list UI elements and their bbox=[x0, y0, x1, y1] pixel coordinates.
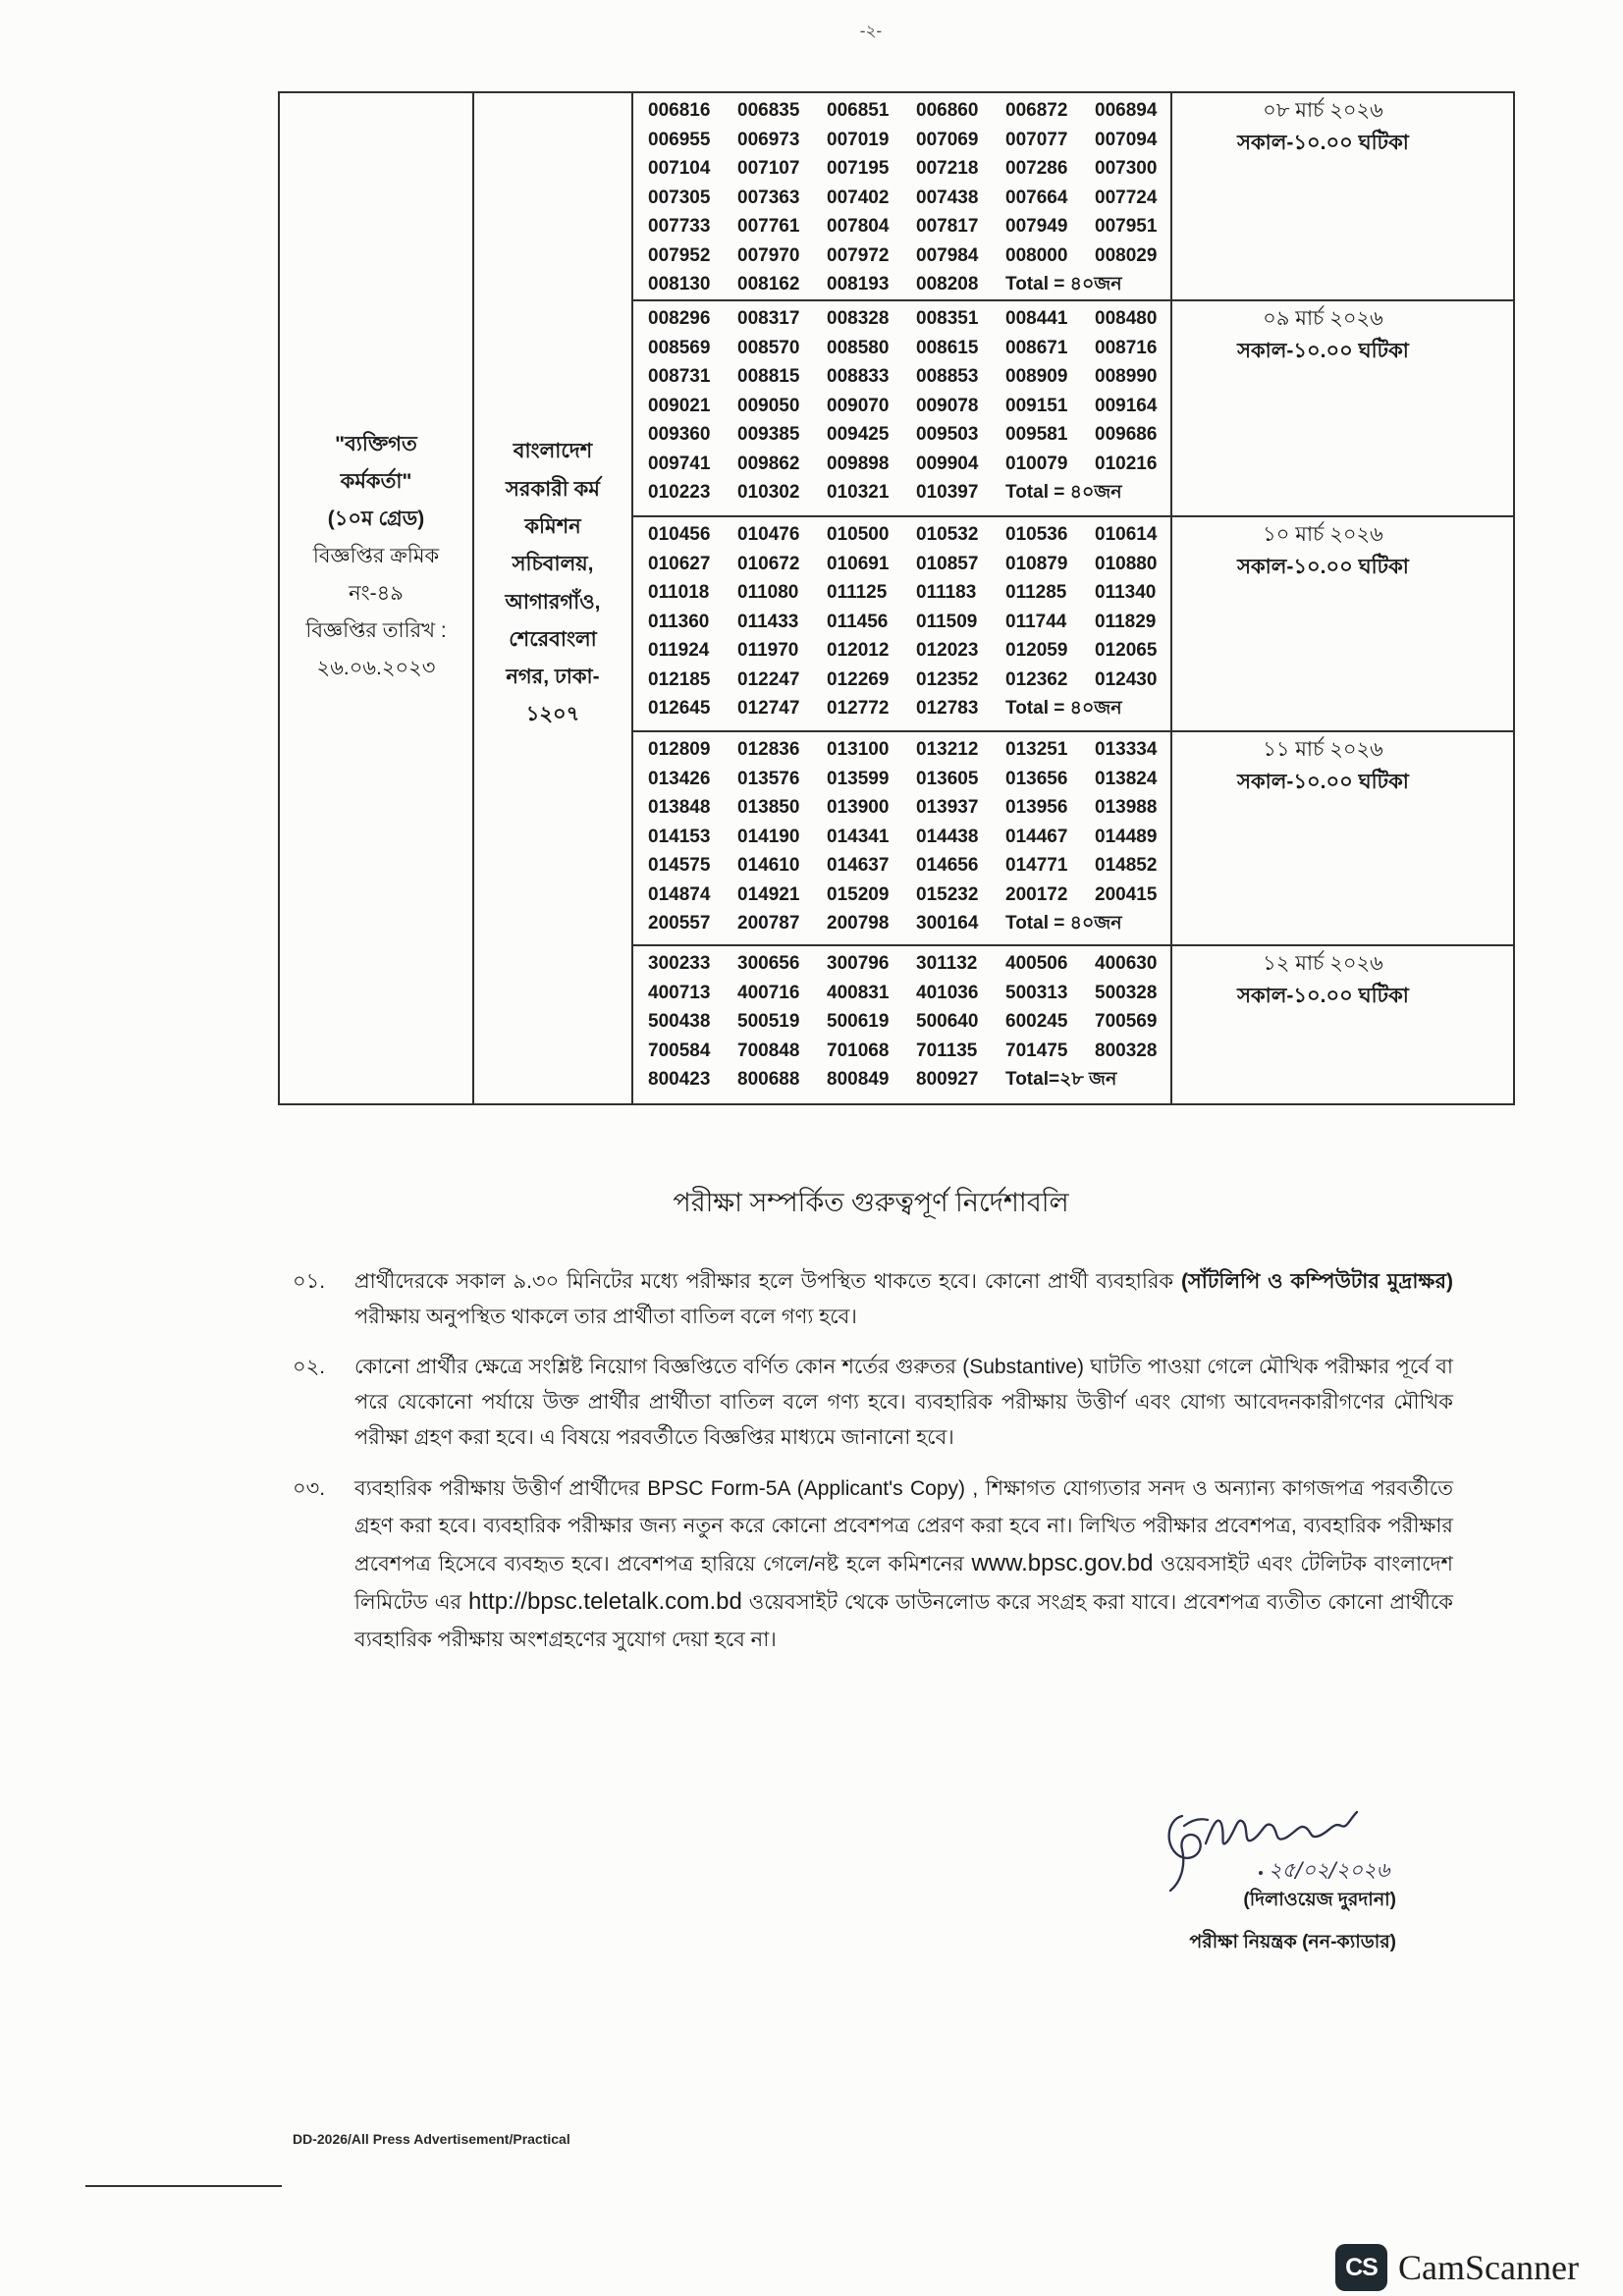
roll-number: 010857 bbox=[916, 553, 979, 574]
exam-time: সকাল-১০.০০ ঘটিকা bbox=[1237, 556, 1409, 578]
instruction-text-part: ব্যবহারিক পরীক্ষায় উত্তীর্ণ প্রার্থীদের bbox=[354, 1477, 648, 1500]
roll-number: 013824 bbox=[1095, 768, 1158, 789]
roll-number: 010223 bbox=[648, 482, 711, 503]
roll-number: 009078 bbox=[916, 395, 979, 416]
roll-number: 300656 bbox=[737, 953, 800, 974]
camscanner-logo-icon: CS bbox=[1335, 2244, 1387, 2291]
roll-number: 010500 bbox=[827, 524, 890, 545]
roll-number: 701068 bbox=[827, 1040, 890, 1061]
roll-number: 400831 bbox=[827, 982, 890, 1003]
roll-number: 006894 bbox=[1095, 100, 1158, 121]
roll-number: 011924 bbox=[648, 640, 710, 661]
instruction-number: ০৩. bbox=[293, 1477, 326, 1500]
venue-line: আগারগাঁও, bbox=[505, 590, 601, 614]
venue-line: ১২০৭ bbox=[525, 703, 580, 726]
roll-number: 200415 bbox=[1095, 883, 1158, 905]
roll-number: 010691 bbox=[827, 553, 890, 574]
schedule-cell bbox=[1171, 92, 1514, 300]
roll-number: 014190 bbox=[737, 826, 800, 847]
venue-line: সচিবালয়, bbox=[512, 553, 594, 576]
roll-number: 008580 bbox=[827, 337, 890, 358]
roll-number: 011744 bbox=[1005, 611, 1067, 632]
roll-number: 010614 bbox=[1095, 524, 1158, 545]
roll-number: 012023 bbox=[916, 640, 979, 661]
roll-number: 014575 bbox=[648, 855, 711, 876]
exam-schedule-table bbox=[278, 91, 1515, 1105]
roll-number: 008328 bbox=[827, 308, 890, 329]
roll-number: 006955 bbox=[648, 129, 711, 150]
post-title-line: কর্মকর্তা" bbox=[340, 469, 412, 493]
roll-number: 012269 bbox=[827, 668, 890, 690]
signatory-name: (দিলাওয়েজ দুরদানা) bbox=[1243, 1890, 1396, 1910]
roll-number: 800927 bbox=[916, 1069, 979, 1090]
post-grade: (১০ম গ্রেড) bbox=[327, 507, 425, 530]
post-title-line: "ব্যক্তিগত bbox=[335, 432, 417, 455]
exam-time: সকাল-১০.০০ ঘটিকা bbox=[1237, 771, 1409, 793]
roll-number: 010456 bbox=[648, 524, 711, 545]
schedule-cell bbox=[1171, 731, 1514, 945]
schedule-cell bbox=[1171, 300, 1514, 516]
exam-date: ১২ মার্চ ২০২৬ bbox=[1263, 952, 1383, 975]
roll-grid bbox=[648, 520, 1170, 723]
roll-number: 014467 bbox=[1005, 826, 1068, 847]
roll-number: 500619 bbox=[827, 1011, 890, 1032]
roll-number: 500328 bbox=[1095, 982, 1158, 1003]
roll-number: 013988 bbox=[1095, 797, 1158, 818]
roll-number: 010302 bbox=[737, 482, 800, 503]
exam-date: ১১ মার্চ ২০২৬ bbox=[1263, 738, 1383, 761]
roll-number: 401036 bbox=[916, 982, 979, 1003]
roll-number: 009021 bbox=[648, 395, 711, 416]
roll-number: 400713 bbox=[648, 982, 711, 1003]
roll-number: 400716 bbox=[737, 982, 800, 1003]
roll-number: 010627 bbox=[648, 553, 711, 574]
roll-number: 012247 bbox=[737, 668, 800, 690]
roll-group-cell bbox=[632, 300, 1171, 516]
roll-number: 300164 bbox=[916, 913, 979, 934]
roll-number: 011080 bbox=[737, 582, 799, 603]
roll-number: 007724 bbox=[1095, 187, 1158, 208]
roll-number: 007286 bbox=[1005, 158, 1068, 179]
roll-number: 200798 bbox=[827, 913, 890, 934]
roll-number: 010476 bbox=[737, 524, 800, 545]
roll-number: 015209 bbox=[827, 883, 890, 905]
roll-number: 007804 bbox=[827, 216, 890, 237]
roll-number: 014852 bbox=[1095, 855, 1158, 876]
instruction-item bbox=[293, 1264, 1453, 1335]
instruction-text bbox=[354, 1264, 1453, 1335]
roll-number: 013212 bbox=[916, 739, 979, 760]
roll-number: 008193 bbox=[827, 274, 890, 294]
roll-number: 013900 bbox=[827, 797, 890, 818]
roll-number: 008480 bbox=[1095, 308, 1158, 329]
instructions-list bbox=[293, 1264, 1453, 1674]
instruction-number: ০১. bbox=[293, 1270, 326, 1293]
roll-number: 014341 bbox=[827, 826, 890, 847]
roll-number: 009686 bbox=[1095, 424, 1158, 445]
roll-number: 007972 bbox=[827, 244, 890, 266]
roll-number: 009581 bbox=[1005, 424, 1068, 445]
roll-number: 014637 bbox=[827, 855, 890, 876]
roll-number: 007104 bbox=[648, 158, 711, 179]
roll-number: 013334 bbox=[1095, 739, 1158, 760]
roll-number: 010216 bbox=[1095, 453, 1158, 474]
roll-number: 007363 bbox=[737, 187, 800, 208]
roll-number: 014921 bbox=[737, 883, 800, 905]
venue-line: নগর, ঢাকা- bbox=[506, 666, 600, 689]
roll-number: 009904 bbox=[916, 453, 979, 474]
roll-number: 800688 bbox=[737, 1069, 800, 1090]
roll-number: 011829 bbox=[1095, 611, 1157, 632]
roll-number: 008671 bbox=[1005, 337, 1068, 358]
roll-number: 006851 bbox=[827, 100, 890, 121]
roll-number: 012645 bbox=[648, 698, 711, 719]
roll-number: 012065 bbox=[1095, 640, 1158, 661]
circular-serial-label: বিজ্ঞপ্তির ক্রমিক bbox=[312, 544, 440, 567]
roll-number: 008570 bbox=[737, 337, 800, 358]
roll-number: 200172 bbox=[1005, 883, 1068, 905]
group-total: Total = ৪০জন bbox=[1005, 913, 1122, 934]
roll-number: 012185 bbox=[648, 668, 711, 690]
roll-number: 013956 bbox=[1005, 797, 1068, 818]
roll-number: 011125 bbox=[827, 582, 888, 603]
instruction-text-part: , শিক্ষাগত যোগ্যতার সনদ ও অন্যান্য কাগজপত্র পরবর্তীতে গ্রহণ করা হবে। ব্যবহারিক পরীক্ষার জন্য নতুন করে কোনো প্রবেশপত্র প্রেরণ করা হবে না। লিখিত পরীক্ষার প্রবেশপত্র, ব্যবহারিক পরীক্ষার প্রবেশপত্র হিসেবে ব্যবহৃত হবে। প্রবেশপত্র হারিয়ে গেলে/নষ্ট হলে কমিশনের bbox=[354, 1477, 1453, 1575]
roll-number: 007069 bbox=[916, 129, 979, 150]
roll-number: 500519 bbox=[737, 1011, 800, 1032]
roll-number: 007094 bbox=[1095, 129, 1158, 150]
roll-number: 008130 bbox=[648, 274, 711, 294]
roll-number: 012772 bbox=[827, 698, 890, 719]
instructions-heading: পরীক্ষা সম্পর্কিত গুরুত্বপূর্ণ নির্দেশাবলি bbox=[673, 1188, 1069, 1217]
exam-time: সকাল-১০.০০ ঘটিকা bbox=[1237, 985, 1409, 1007]
roll-number: 300796 bbox=[827, 953, 890, 974]
roll-number: 400506 bbox=[1005, 953, 1068, 974]
roll-number: 014771 bbox=[1005, 855, 1068, 876]
roll-number: 011970 bbox=[737, 640, 799, 661]
roll-number: 008162 bbox=[737, 274, 800, 294]
roll-number: 007951 bbox=[1095, 216, 1158, 237]
roll-number: 008716 bbox=[1095, 337, 1158, 358]
roll-number: 009050 bbox=[737, 395, 800, 416]
roll-number: 008441 bbox=[1005, 308, 1068, 329]
roll-number: 007733 bbox=[648, 216, 711, 237]
roll-number: 007218 bbox=[916, 158, 979, 179]
roll-group-cell bbox=[632, 945, 1171, 1104]
roll-number: 012747 bbox=[737, 698, 800, 719]
roll-number: 013576 bbox=[737, 768, 800, 789]
roll-grid bbox=[648, 304, 1170, 507]
roll-number: 700584 bbox=[648, 1040, 711, 1061]
roll-number: 010079 bbox=[1005, 453, 1068, 474]
group-total: Total = ৪০জন bbox=[1005, 698, 1122, 719]
group-total: Total = ৪০জন bbox=[1005, 482, 1122, 503]
roll-number: 011018 bbox=[648, 582, 710, 603]
roll-grid bbox=[648, 949, 1170, 1095]
roll-number: 014153 bbox=[648, 826, 711, 847]
roll-number: 013426 bbox=[648, 768, 711, 789]
roll-number: 008815 bbox=[737, 366, 800, 387]
roll-number: 300233 bbox=[648, 953, 711, 974]
roll-number: 009360 bbox=[648, 424, 711, 445]
footer-reference: DD-2026/All Press Advertisement/Practical bbox=[293, 2131, 570, 2147]
roll-number: 800423 bbox=[648, 1069, 711, 1090]
roll-number: 008029 bbox=[1095, 244, 1158, 266]
roll-number: 013656 bbox=[1005, 768, 1068, 789]
roll-number: 009385 bbox=[737, 424, 800, 445]
roll-number: 008731 bbox=[648, 366, 711, 387]
signatory-title: পরীক্ষা নিয়ন্ত্রক (নন-ক্যাডার) bbox=[1189, 1932, 1396, 1952]
roll-number: 009151 bbox=[1005, 395, 1068, 416]
roll-number: 007984 bbox=[916, 244, 979, 266]
roll-number: 008833 bbox=[827, 366, 890, 387]
instruction-text-part: প্রার্থীদেরকে সকাল ৯.৩০ মিনিটের মধ্যে পরীক্ষার হলে উপস্থিত থাকতে হবে। কোনো প্রার্থী ব্যবহারিক bbox=[354, 1270, 1181, 1293]
roll-number: 008317 bbox=[737, 308, 800, 329]
roll-number: 011360 bbox=[648, 611, 710, 632]
roll-number: 009070 bbox=[827, 395, 890, 416]
roll-number: 006973 bbox=[737, 129, 800, 150]
roll-number: 013100 bbox=[827, 739, 890, 760]
circular-serial-number: নং-৪৯ bbox=[349, 581, 404, 605]
roll-number: 012352 bbox=[916, 668, 979, 690]
roll-number: 013605 bbox=[916, 768, 979, 789]
exam-time: সকাল-১০.০০ ঘটিকা bbox=[1237, 340, 1409, 362]
roll-number: 007817 bbox=[916, 216, 979, 237]
roll-number: 011285 bbox=[1005, 582, 1067, 603]
roll-number: 500640 bbox=[916, 1011, 979, 1032]
roll-number: 400630 bbox=[1095, 953, 1158, 974]
venue-line: বাংলাদেশ bbox=[513, 440, 593, 463]
roll-number: 008208 bbox=[916, 274, 979, 294]
handwritten-signature bbox=[1157, 1798, 1412, 1896]
roll-number: 009741 bbox=[648, 453, 711, 474]
group-total: Total=২৮ জন bbox=[1005, 1069, 1117, 1090]
roll-group-cell bbox=[632, 516, 1171, 731]
roll-number: 200787 bbox=[737, 913, 800, 934]
exam-date: ০৯ মার্চ ২০২৬ bbox=[1263, 307, 1383, 330]
roll-number: 007664 bbox=[1005, 187, 1068, 208]
roll-number: 008000 bbox=[1005, 244, 1068, 266]
group-total: Total = ৪০জন bbox=[1005, 274, 1122, 294]
roll-number: 007019 bbox=[827, 129, 890, 150]
bpsc-website-url: www.bpsc.gov.bd bbox=[971, 1550, 1154, 1576]
post-cell bbox=[279, 92, 473, 1104]
page-number: -২- bbox=[859, 22, 883, 40]
roll-number: 009503 bbox=[916, 424, 979, 445]
roll-number: 007195 bbox=[827, 158, 890, 179]
roll-number: 009862 bbox=[737, 453, 800, 474]
venue-line: সরকারী কর্ম bbox=[506, 477, 600, 501]
venue-line: শেরেবাংলা bbox=[509, 627, 597, 651]
exam-time: সকাল-১০.০০ ঘটিকা bbox=[1237, 132, 1409, 154]
signature-date: ২৫/০২/২০২৬ bbox=[1269, 1858, 1390, 1882]
instruction-text-part: পরীক্ষায় অনুপস্থিত থাকলে তার প্রার্থীতা বাতিল বলে গণ্য হবে। bbox=[354, 1306, 857, 1328]
roll-number: 012362 bbox=[1005, 668, 1068, 690]
instruction-number: ০২. bbox=[293, 1356, 326, 1378]
roll-grid bbox=[648, 735, 1170, 938]
roll-number: 013251 bbox=[1005, 739, 1068, 760]
instruction-bold-text: (সাঁটলিপি ও কম্পিউটার মুদ্রাক্ষর) bbox=[1180, 1270, 1453, 1293]
roll-number: 007300 bbox=[1095, 158, 1158, 179]
roll-number: 006835 bbox=[737, 100, 800, 121]
roll-number: 013937 bbox=[916, 797, 979, 818]
roll-number: 700848 bbox=[737, 1040, 800, 1061]
roll-number: 011509 bbox=[916, 611, 978, 632]
roll-number: 008296 bbox=[648, 308, 711, 329]
roll-group-cell bbox=[632, 92, 1171, 300]
roll-number: 011340 bbox=[1095, 582, 1157, 603]
roll-number: 006860 bbox=[916, 100, 979, 121]
roll-group-cell bbox=[632, 731, 1171, 945]
roll-number: 007761 bbox=[737, 216, 800, 237]
venue-cell bbox=[473, 92, 632, 1104]
roll-number: 015232 bbox=[916, 883, 979, 905]
schedule-cell bbox=[1171, 945, 1514, 1104]
roll-number: 500438 bbox=[648, 1011, 711, 1032]
instruction-text bbox=[354, 1470, 1453, 1659]
roll-number: 012809 bbox=[648, 739, 711, 760]
exam-date: ০৮ মার্চ ২০২৬ bbox=[1263, 99, 1383, 122]
roll-number: 800328 bbox=[1095, 1040, 1158, 1061]
roll-number: 008909 bbox=[1005, 366, 1068, 387]
roll-number: 009164 bbox=[1095, 395, 1158, 416]
roll-number: 013599 bbox=[827, 768, 890, 789]
roll-number: 010880 bbox=[1095, 553, 1158, 574]
roll-number: 007077 bbox=[1005, 129, 1068, 150]
roll-number: 700569 bbox=[1095, 1011, 1158, 1032]
roll-number: 006816 bbox=[648, 100, 711, 121]
venue-line: কমিশন bbox=[524, 514, 581, 538]
roll-number: 014610 bbox=[737, 855, 800, 876]
roll-number: 007107 bbox=[737, 158, 800, 179]
roll-number: 200557 bbox=[648, 913, 711, 934]
roll-number: 014438 bbox=[916, 826, 979, 847]
schedule-cell bbox=[1171, 516, 1514, 731]
roll-number: 701135 bbox=[916, 1040, 978, 1061]
roll-number: 600245 bbox=[1005, 1011, 1068, 1032]
roll-number: 007438 bbox=[916, 187, 979, 208]
roll-number: 007970 bbox=[737, 244, 800, 266]
roll-number: 014489 bbox=[1095, 826, 1158, 847]
roll-number: 012783 bbox=[916, 698, 979, 719]
instruction-text-part: ওয়েবসাইট এবং টেলিটক বাংলাদেশ লিমিটেড এর bbox=[354, 1553, 1453, 1614]
roll-number: 012836 bbox=[737, 739, 800, 760]
roll-number: 014656 bbox=[916, 855, 979, 876]
roll-number: 010672 bbox=[737, 553, 800, 574]
roll-number: 007402 bbox=[827, 187, 890, 208]
schedule-row bbox=[279, 92, 1514, 300]
circular-date-label: বিজ্ঞপ্তির তারিখ : bbox=[305, 618, 447, 642]
roll-number: 010532 bbox=[916, 524, 979, 545]
instruction-text: কোনো প্রার্থীর ক্ষেত্রে সংশ্লিষ্ট নিয়োগ বিজ্ঞপ্তিতে বর্ণিত কোন শর্তের গুরুতর (Substantive) ঘাটতি পাওয়া গেলে মৌখিক পরীক্ষার পূর্বে বা পরে যেকোনো পর্যায়ে উক্ত প্রার্থীর প্রার্থীতা বাতিল বলে গণ্য হবে। ব্যবহারিক পরীক্ষায় উত্তীর্ণ এবং যোগ্য আবেদনকারীগণের মৌখিক পরীক্ষা গ্রহণ করা হবে। এ বিষয়ে পরবর্তীতে বিজ্ঞপ্তির মাধ্যমে জানানো হবে। bbox=[354, 1356, 1453, 1449]
roll-number: 500313 bbox=[1005, 982, 1068, 1003]
roll-number: 012430 bbox=[1095, 668, 1158, 690]
instruction-item bbox=[293, 1350, 1453, 1456]
roll-number: 007949 bbox=[1005, 216, 1068, 237]
roll-number: 011456 bbox=[827, 611, 889, 632]
circular-date: ২৬.০৬.২০২৩ bbox=[316, 656, 436, 679]
roll-number: 013850 bbox=[737, 797, 800, 818]
roll-number: 701475 bbox=[1005, 1040, 1068, 1061]
roll-number: 007952 bbox=[648, 244, 711, 266]
roll-number: 010321 bbox=[827, 482, 890, 503]
roll-number: 013848 bbox=[648, 797, 711, 818]
roll-number: 010536 bbox=[1005, 524, 1068, 545]
instruction-item bbox=[293, 1470, 1453, 1659]
camscanner-watermark: CamScanner bbox=[1398, 2248, 1579, 2287]
roll-number: 301132 bbox=[916, 953, 978, 974]
roll-number: 008853 bbox=[916, 366, 979, 387]
roll-number: 012012 bbox=[827, 640, 890, 661]
roll-number: 008990 bbox=[1095, 366, 1158, 387]
footer-rule bbox=[85, 2185, 282, 2187]
roll-number: 008569 bbox=[648, 337, 711, 358]
roll-number: 009898 bbox=[827, 453, 890, 474]
roll-number: 014874 bbox=[648, 883, 711, 905]
roll-number: 008615 bbox=[916, 337, 979, 358]
roll-number: 007305 bbox=[648, 187, 711, 208]
roll-number: 006872 bbox=[1005, 100, 1068, 121]
roll-number: 012059 bbox=[1005, 640, 1068, 661]
form-name: BPSC Form-5A (Applicant's Copy) bbox=[647, 1477, 966, 1500]
roll-number: 010397 bbox=[916, 482, 979, 503]
roll-grid bbox=[648, 96, 1170, 299]
instruction-text-part: ওয়েবসাইট থেকে ডাউনলোড করে সংগ্রহ করা যাবে। প্রবেশপত্র ব্যতীত কোনো প্রার্থীকে ব্যবহারিক পরীক্ষায় অংশগ্রহণের সুযোগ দেয়া হবে না। bbox=[354, 1591, 1454, 1651]
roll-number: 008351 bbox=[916, 308, 979, 329]
exam-date: ১০ মার্চ ২০২৬ bbox=[1263, 523, 1383, 546]
roll-number: 010879 bbox=[1005, 553, 1068, 574]
roll-number: 009425 bbox=[827, 424, 890, 445]
roll-number: 800849 bbox=[827, 1069, 890, 1090]
teletalk-website-url: http://bpsc.teletalk.com.bd bbox=[468, 1588, 742, 1615]
roll-number: 011433 bbox=[737, 611, 799, 632]
roll-number: 011183 bbox=[916, 582, 977, 603]
